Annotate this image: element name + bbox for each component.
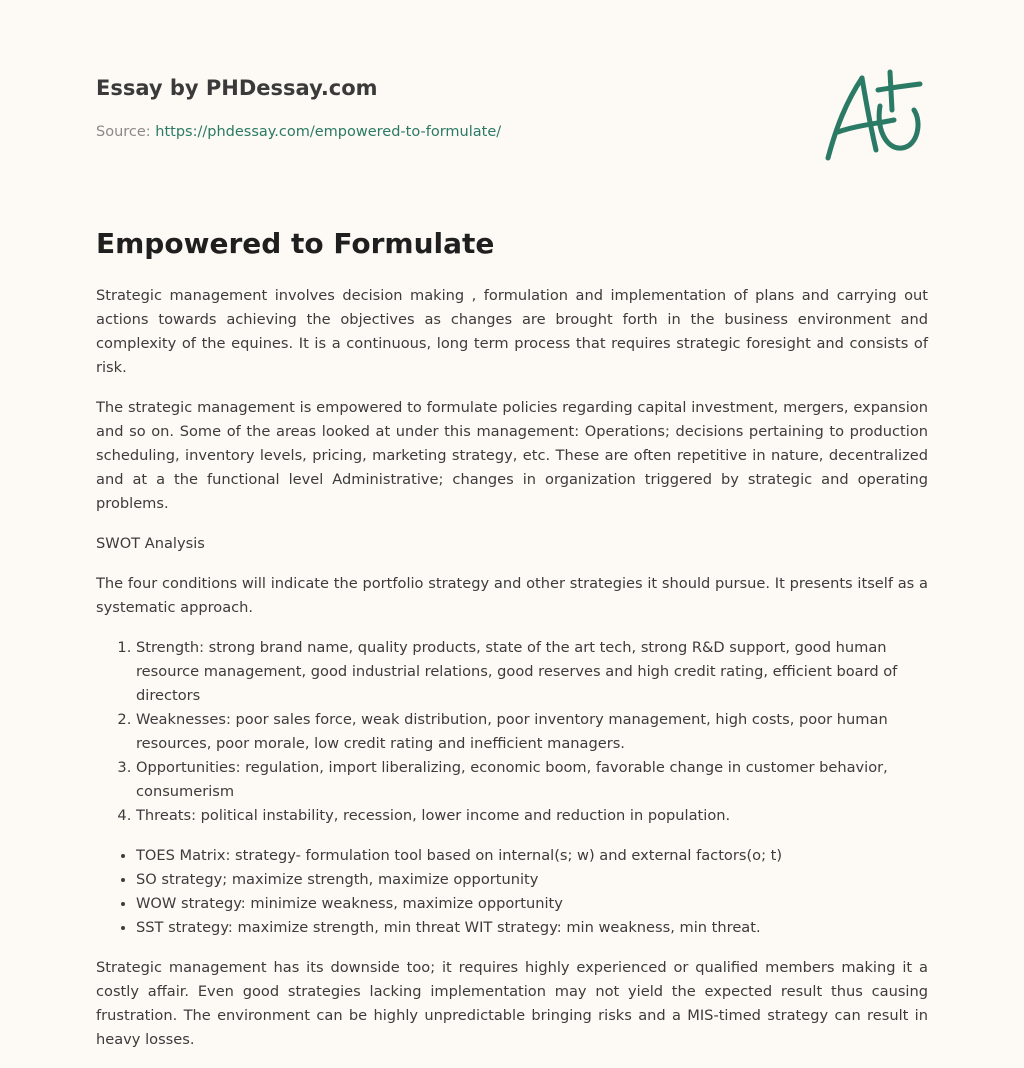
a-plus-logo-icon bbox=[824, 66, 928, 166]
source-link[interactable]: https://phdessay.com/empowered-to-formulate/ bbox=[155, 124, 502, 140]
source-label: Source: bbox=[96, 124, 156, 140]
essay-page bbox=[96, 0, 928, 1048]
swot-ordered-list bbox=[96, 636, 928, 828]
list-item: • SST strategy: maximize strength, min threat WIT strategy: min weakness, min threat. bbox=[136, 916, 928, 940]
list-item: 4. Threats: political instability, recession, lower income and reduction in population. bbox=[136, 804, 928, 828]
list-item: 1. Strength: strong brand name, quality products, state of the art tech, strong R&D support, good human resource management, good industrial relations, good reserves and high credit rating, efficient board of directors bbox=[136, 636, 928, 708]
brand-title: Essay by PHDessay.com bbox=[96, 76, 378, 100]
strategy-bullet-list bbox=[96, 844, 928, 940]
closing-paragraph: Strategic management has its downside too; it requires highly experienced or qualified members making it a costly affair. Even good strategies lacking implementation may not yield the expected result thus causing frustration. The environment can be highly unpredictable bringing risks and a MIS-timed strategy can result in heavy losses. bbox=[96, 959, 928, 1048]
source-line bbox=[96, 124, 501, 140]
paragraph-2: The strategic management is empowered to formulate policies regarding capital investment, mergers, expansion and so on. Some of the areas looked at under this management: Operations; decisions pertaining to production scheduling, inventory levels, pricing, marketing strategy, etc. These are often repetitive in nature, decentralized and at a the functional level Administrative; changes in organization triggered by strategic and operating problems. bbox=[96, 399, 928, 512]
essay-body bbox=[96, 284, 928, 1068]
list-item: • SO strategy; maximize strength, maximize opportunity bbox=[136, 868, 928, 892]
essay-title: Empowered to Formulate bbox=[96, 227, 495, 260]
list-item: 2. Weaknesses: poor sales force, weak distribution, poor inventory management, high costs, poor human resources, poor morale, low credit rating and inefficient managers. bbox=[136, 708, 928, 756]
paragraph-3: The four conditions will indicate the portfolio strategy and other strategies it should pursue. It presents itself as a systematic approach. bbox=[96, 575, 928, 616]
section-heading-swot: SWOT Analysis bbox=[96, 535, 205, 552]
list-item: • TOES Matrix: strategy- formulation tool based on internal(s; w) and external factors(o; t) bbox=[136, 844, 928, 868]
page-header bbox=[96, 0, 928, 200]
list-item: • WOW strategy: minimize weakness, maximize opportunity bbox=[136, 892, 928, 916]
list-item: 3. Opportunities: regulation, import liberalizing, economic boom, favorable change in customer behavior, consumerism bbox=[136, 756, 928, 804]
paragraph-1: Strategic management involves decision making , formulation and implementation of plans and carrying out actions towards achieving the objectives as changes are brought forth in the business environment and complexity of the equines. It is a continuous, long term process that requires strategic foresight and consists of risk. bbox=[96, 287, 928, 376]
